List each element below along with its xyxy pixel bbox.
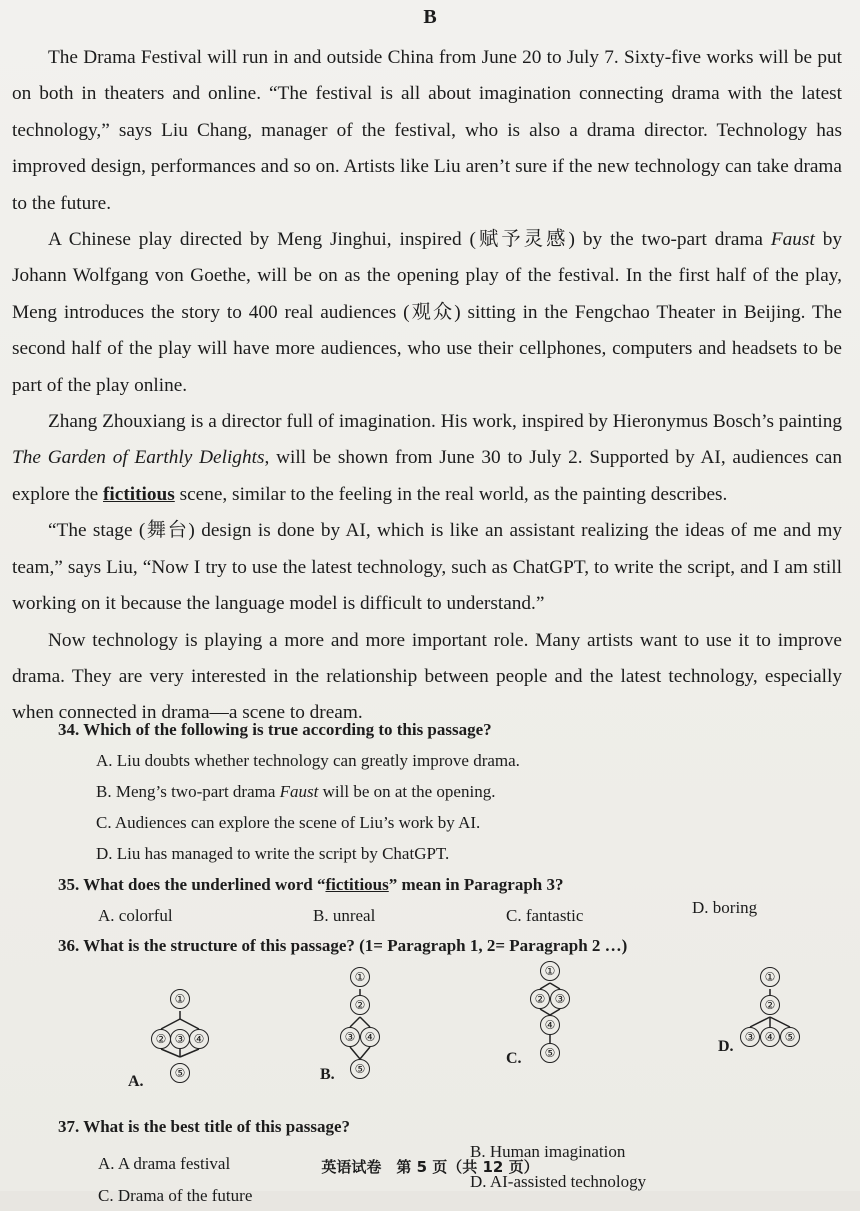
q34-stem: 34. Which of the following is true according to this passage? (58, 720, 492, 739)
section-letter: B (423, 6, 437, 28)
q35-options (58, 900, 838, 930)
diagram-b-node-5: ⑤ (350, 1059, 370, 1079)
q36-stem: 36. What is the structure of this passage? (1= Paragraph 1, 2= Paragraph 2 …) (58, 936, 628, 955)
diagram-d-node-2: ② (760, 995, 780, 1015)
diagram-c-node-4: ④ (540, 1015, 560, 1035)
diagram-d-label: D. (718, 1038, 734, 1055)
q35-underlined-word: fictitious (325, 875, 389, 894)
paragraph-3-text: Zhang Zhouxiang is a director full of imagination. His work, inspired by Hieronymus Bosch’s painting (48, 411, 842, 433)
diagram-a-node-1: ① (170, 989, 190, 1009)
paragraph-3 (12, 404, 842, 513)
diagram-a-node-4: ④ (189, 1029, 209, 1049)
q35-option-a[interactable]: A. colorful (98, 906, 173, 925)
questions (58, 714, 838, 1204)
paragraph-2 (12, 222, 842, 404)
q34-option-a[interactable]: A. Liu doubts whether technology can greatly improve drama. (96, 751, 520, 770)
q34-option-b-text-b: will be on at the opening. (318, 782, 496, 801)
diagram-c-node-5: ⑤ (540, 1043, 560, 1063)
diagram-d-node-1: ① (760, 967, 780, 987)
q36-diagram-a[interactable] (68, 961, 238, 1101)
q35-option-c[interactable]: C. fantastic (506, 906, 584, 925)
paragraph-2-text: A Chinese play directed by Meng Jinghui, inspired (赋予灵感) by the two-part drama (48, 229, 771, 251)
paragraph-4: “The stage (舞台) design is done by AI, which is like an assistant realizing the ideas of me and my team,” says Liu, “Now I try to use the latest technology, such as ChatGPT, to write the script, and I am still working on it because the language model is difficult to understand.” (12, 520, 842, 615)
paragraph-3-italic: The Garden of Earthly Delights (12, 447, 265, 469)
q35-stem-text: 35. What does the underlined word “ (58, 875, 326, 894)
q34-option-c[interactable]: C. Audiences can explore the scene of Liu’s work by AI. (96, 813, 481, 832)
reading-passage (12, 40, 842, 732)
diagram-b-node-1: ① (350, 967, 370, 987)
diagram-a-node-3: ③ (170, 1029, 190, 1049)
paragraph-5: Now technology is playing a more and more important role. Many artists want to use it to improve drama. They are very interested in the relationship between people and the latest technology, especially when connected in drama—a scene to dream. (12, 629, 842, 724)
diagram-b-node-2: ② (350, 995, 370, 1015)
diagram-b-label: B. (320, 1066, 335, 1083)
diagram-c-node-1: ① (540, 961, 560, 981)
paragraph-2-text-b: by Johann Wolfgang von Goethe, will be on as the opening play of the festival. In the first half of the play, Meng introduces the story to 400 real audiences (观众) sitting in the Fengchao Theater in Beijing. The second half of the play will have more audiences, who use their cellphones, computers and headsets to be part of the play online. (12, 229, 842, 396)
q37-stem: 37. What is the best title of this passage? (58, 1117, 350, 1136)
diagram-d-node-5: ⑤ (780, 1027, 800, 1047)
page-footer: 英语试卷 第 5 页（共 12 页） (321, 1158, 539, 1176)
diagram-a-node-5: ⑤ (170, 1063, 190, 1083)
paragraph-2-italic: Faust (770, 229, 815, 251)
q34-option-b-italic: Faust (279, 782, 319, 801)
q34-option-b-text: B. Meng’s two-part drama (96, 782, 280, 801)
q36-diagram-d[interactable] (688, 961, 828, 1101)
diagram-c-label: C. (506, 1050, 522, 1067)
diagram-a-node-2: ② (151, 1029, 171, 1049)
paragraph-3-text-c: scene, similar to the feeling in the real world, as the painting describes. (174, 483, 728, 505)
diagram-b-node-3: ③ (340, 1027, 360, 1047)
q34-option-d[interactable]: D. Liu has managed to write the script by ChatGPT. (96, 844, 450, 863)
q35-option-d[interactable]: D. boring (692, 898, 758, 917)
diagram-a-label: A. (128, 1073, 144, 1090)
paragraph-1: The Drama Festival will run in and outside China from June 20 to July 7. Sixty-five works will be put on both in theaters and online. “The festival is all about imagination connecting drama with the latest technology,” says Liu Chang, manager of the festival, who is also a drama director. Technology has improved design, performances and so on. Artists like Liu aren’t sure if the new technology can take drama to the future. (12, 47, 842, 214)
q35-option-b[interactable]: B. unreal (313, 906, 376, 925)
diagram-b-lines (258, 961, 418, 1101)
q36-diagrams (58, 961, 838, 1111)
q35-stem-text-b: ” mean in Paragraph 3? (388, 875, 564, 894)
q36-diagram-c[interactable] (488, 961, 628, 1101)
diagram-c-node-2: ② (530, 989, 550, 1009)
underlined-word: fictitious (103, 483, 175, 505)
q37-option-d[interactable]: D. AI-assisted technology (470, 1172, 647, 1191)
q37-option-b[interactable]: B. Human imagination (470, 1142, 626, 1161)
q36-diagram-b[interactable] (258, 961, 418, 1101)
q37-option-c[interactable]: C. Drama of the future (98, 1186, 253, 1205)
paragraph-3-text-b: , will be shown from June 30 to July 2. Supported by AI, audiences can explore the (12, 447, 842, 505)
diagram-c-node-3: ③ (550, 989, 570, 1009)
diagram-d-node-4: ④ (760, 1027, 780, 1047)
q34-option-b[interactable] (96, 776, 838, 807)
q37-option-a[interactable]: A. A drama festival (98, 1154, 231, 1173)
diagram-b-node-4: ④ (360, 1027, 380, 1047)
diagram-d-node-3: ③ (740, 1027, 760, 1047)
